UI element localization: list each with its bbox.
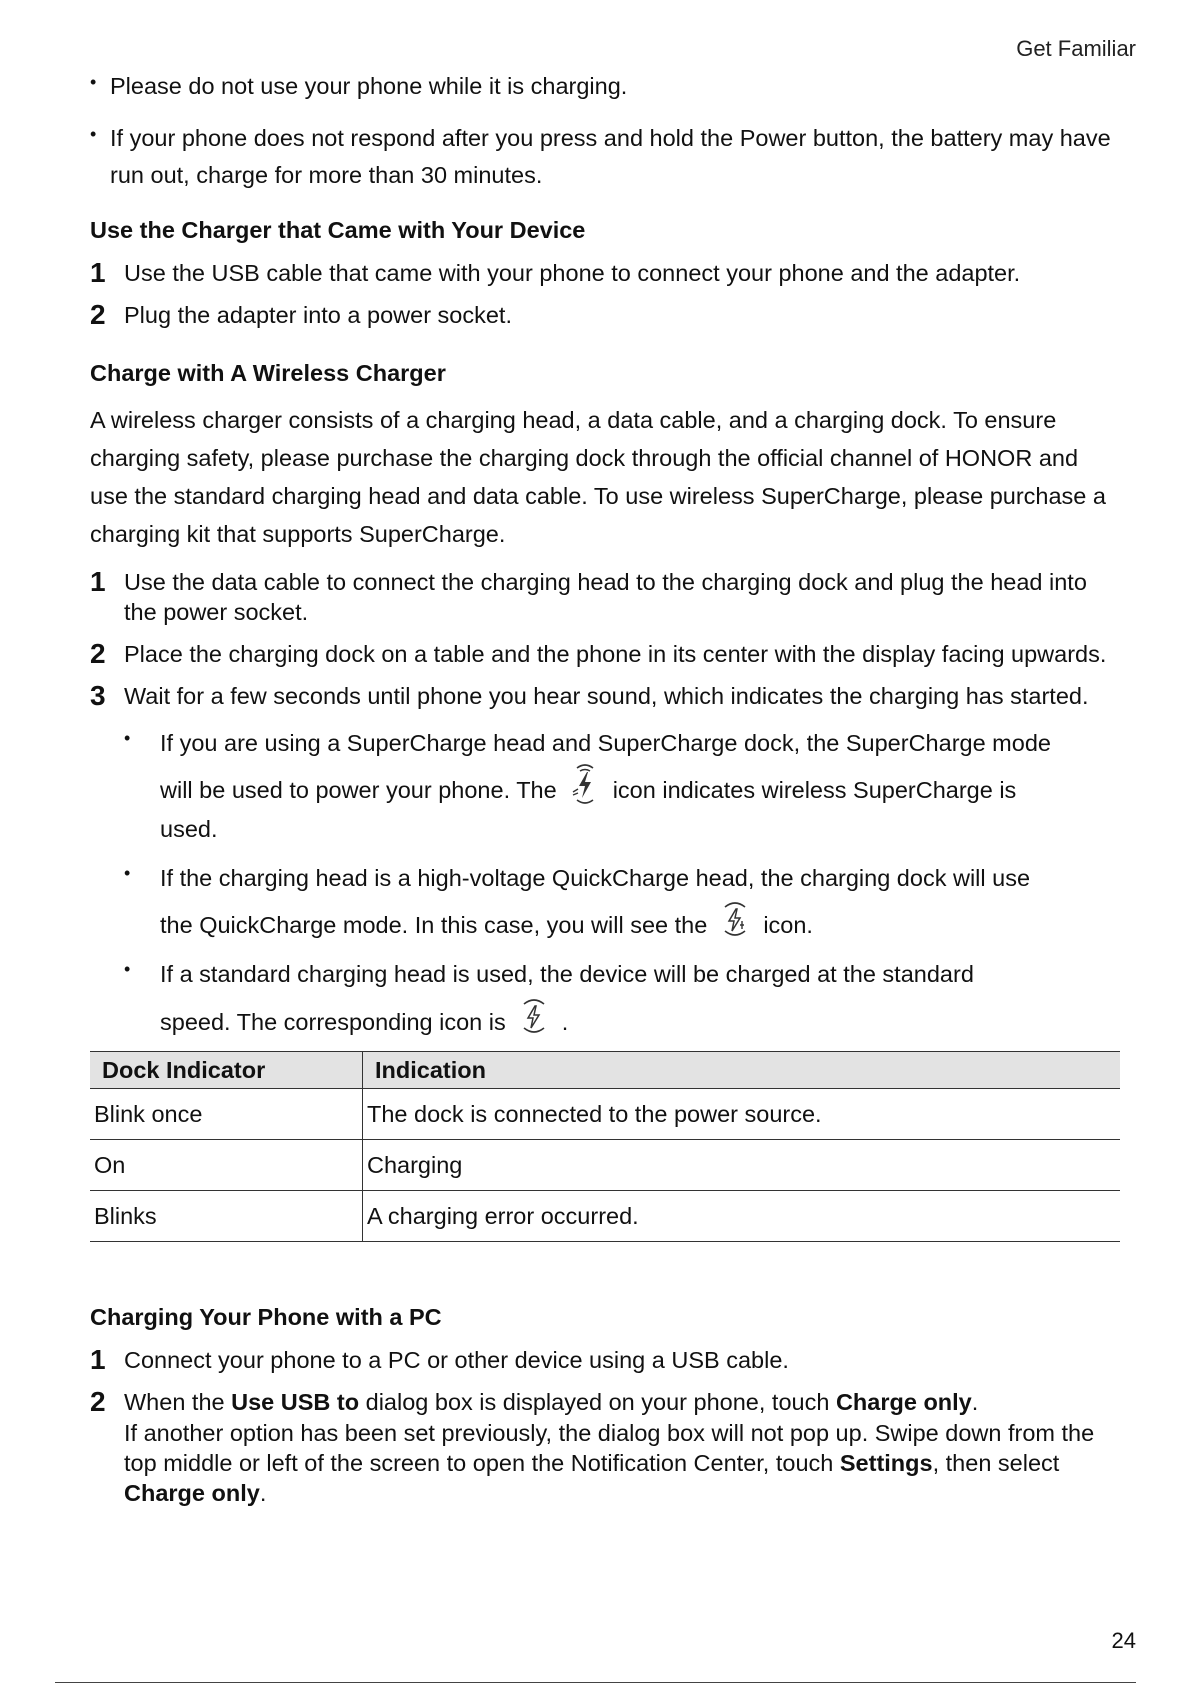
bullet-dot-icon: • [124,727,131,748]
step-text-run: , then select [932,1449,1060,1476]
step-number: 1 [90,256,106,288]
step-number: 2 [90,1386,106,1418]
sub-bullet [90,724,1120,849]
table-cell: Blink once [90,1089,363,1140]
sub-bullet [90,859,1120,945]
step-text: Plug the adapter into a power socket. [124,301,512,328]
table-cell: The dock is connected to the power source. [363,1089,1121,1140]
step-number: 3 [90,680,106,712]
page-number: 24 [1111,1628,1136,1653]
intro-bullet [90,120,1120,195]
step-number: 2 [90,298,106,330]
step-item [90,639,1120,669]
sub-bullet-text: icon indicates wireless SuperCharge is [612,777,1017,804]
sub-bullet-icon-line [160,762,1120,810]
ui-term-charge-only: Charge only [124,1479,260,1506]
ui-term-charge-only: Charge only [835,1389,972,1416]
step-text [124,1387,1120,1417]
table-cell: Blinks [90,1191,363,1242]
section-heading-charger: Use the Charger that Came with Your Device [90,216,586,243]
step-text: Use the USB cable that came with your phone to connect your phone and the adapter. [124,259,1021,286]
table-cell: On [90,1140,363,1191]
table-row [90,1140,1120,1191]
ui-term-settings: Settings [839,1449,933,1476]
wireless-intro-paragraph: A wireless charger consists of a charging head, a data cable, and a charging dock. To ensure charging safety, please purchase the charging dock through the official channel of HONOR and use the standard charging head and data cable. To use wireless SuperCharge, please purchase a charging kit that supports SuperCharge. [90,406,1106,548]
step-number: 1 [90,1344,106,1376]
step-item [90,300,1120,330]
running-header: Get Familiar [1016,36,1136,61]
step-number: 2 [90,638,106,670]
sub-bullet-icon-line [160,994,1120,1042]
sub-bullet-icon-line [160,897,1120,945]
intro-bullet [90,68,1120,106]
step-item [90,567,1120,627]
dock-indicator-table [90,1051,1120,1242]
step-text: Wait for a few seconds until phone you hear sound, which indicates the charging has started. [124,683,1089,710]
step-item [90,258,1120,288]
step-number: 1 [90,566,106,598]
sub-bullet-text: will be used to power your phone. The [160,777,557,804]
sub-bullet-text: . [561,1008,569,1035]
section-heading-pc: Charging Your Phone with a PC [90,1304,442,1331]
section-heading-wireless: Charge with A Wireless Charger [90,359,446,386]
sub-bullet-text: the QuickCharge mode. In this case, you will see the [160,912,708,939]
sub-bullet-text: icon. [763,912,813,939]
intro-bullet-text: Please do not use your phone while it is charging. [110,73,628,99]
step-text-run: dialog box is displayed on your phone, touch [359,1389,836,1416]
step-text: Connect your phone to a PC or other device using a USB cable. [124,1347,789,1374]
step-text-run: When the [124,1389,232,1416]
table-header-cell: Indication [363,1052,1121,1089]
table-row [90,1191,1120,1242]
table-cell: A charging error occurred. [363,1191,1121,1242]
sub-bullet-line: If the charging head is a high-voltage QuickCharge head, the charging dock will use [160,864,1031,891]
bullet-dot-icon: • [124,959,131,980]
bullet-dot-icon: • [90,72,97,92]
step-text: Place the charging dock on a table and the phone in its center with the display facing upwards. [124,641,1107,668]
sub-bullet-line: used. [160,815,218,842]
step-text-run: . [971,1389,979,1416]
sub-bullet-line: If you are using a SuperCharge head and SuperCharge dock, the SuperCharge mode [160,729,1051,756]
sub-bullet-line: If a standard charging head is used, the device will be charged at the standard [160,961,974,988]
step-note [124,1418,1120,1508]
footer-divider [55,1682,1136,1683]
sub-bullet-text: speed. The corresponding icon is [160,1008,506,1035]
bullet-dot-icon: • [124,862,131,883]
bullet-dot-icon: • [90,123,97,144]
table-header-row [90,1052,1120,1089]
page-content [90,68,1120,1520]
wireless-supercharge-icon [569,762,601,806]
table-row [90,1089,1120,1140]
ui-term-use-usb-to: Use USB to [231,1389,360,1416]
step-item [90,1387,1120,1507]
intro-bullet-text: If your phone does not respond after you press and hold the Power button, the battery may have run out, charge for more than 30 minutes. [110,124,1111,189]
step-text-run: . [259,1479,267,1506]
wireless-quickcharge-icon [719,897,751,941]
table-cell: Charging [363,1140,1121,1191]
step-item [90,1345,1120,1375]
step-text-run: If another option has been set previously, the dialog box will not pop up. Swipe down from the top middle or left of the screen to open the Notification Center, touch [124,1419,1095,1476]
step-item [90,681,1120,711]
sub-bullet [90,955,1120,1041]
wireless-standard-charge-icon [518,994,550,1038]
step-text: Use the data cable to connect the charging head to the charging dock and plug the head into the power socket. [124,569,1087,626]
table-header-cell: Dock Indicator [90,1052,363,1089]
